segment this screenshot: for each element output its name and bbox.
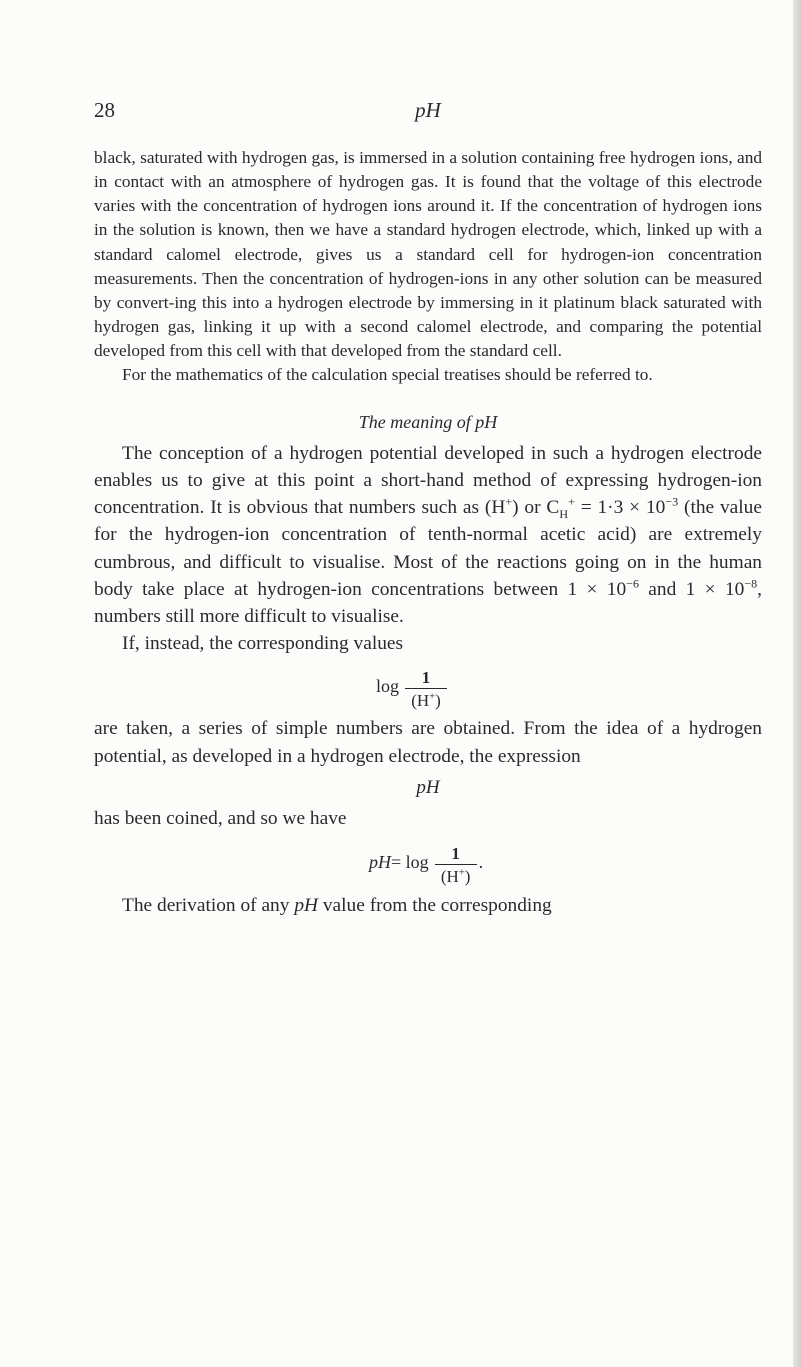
- paragraph-derivation: The derivation of any pH value from the corresponding: [122, 894, 552, 916]
- formula-equals-log: = log: [391, 851, 429, 872]
- page-body: [94, 146, 762, 919]
- formula-log-reciprocal: [376, 657, 762, 715]
- formula-ph: pH: [416, 776, 440, 798]
- fraction-denominator: (H+): [435, 864, 477, 885]
- paragraph-coined: has been coined, and so we have: [94, 807, 347, 829]
- formula-lhs: pH: [369, 851, 391, 872]
- page-edge-shadow: [793, 0, 801, 1367]
- paragraph-instead: If, instead, the corresponding values: [122, 633, 404, 655]
- formula-fraction: [435, 845, 477, 885]
- fraction-denominator: (H+): [405, 688, 447, 709]
- fraction-numerator: 1: [421, 668, 431, 688]
- page-header: [94, 98, 762, 128]
- formula-fraction: [405, 669, 447, 709]
- fraction-numerator: 1: [451, 843, 460, 863]
- formula-period: .: [478, 851, 484, 872]
- formula-log: log: [376, 676, 400, 697]
- page-number: 28: [94, 98, 115, 122]
- paragraph-electrode-description: black, saturated with hydrogen gas, is immersed in a solution containing free hydrogen ions, and in contact with an atmosphere of hydrogen gas. It is found that the voltage of this electrode varies with the concentration of hydrogen ions around it. If the concentration of hydrogen ions in the solution is known, then we have a standard hydrogen electrode, which, linked up with a standard calomel electrode, gives us a standard cell for hydrogen-ion concentration measurements. Then the concentration of hydrogen-ions in any other solution can be measured by convert-ing this into a hydrogen electrode by immersing in it platinum black saturated with hydrogen gas, linking it up with a second calomel electrode, and comparing the potential developed from this cell with that developed from the standard cell.: [94, 148, 762, 361]
- formula-ph-definition: [369, 832, 762, 892]
- section-heading: The meaning of pH: [358, 411, 498, 432]
- paragraph-conception: The conception of a hydrogen potential developed in such a hydrogen electrode enables us to give at this point a short-hand method of expressing hydrogen-ion concentration. It is obvious that numbers such as (H+) or $C_H^+ = 1\cdot 3 \times 10^{-3}$ (the value for the hydrogen-ion concentration of tenth-normal acetic acid) are extremely cumbrous, and difficult to visualise. Most of the reactions going on in the human body take place at hydrogen-ion concentrations between $1 \times 10^{-6}$ and $1 \times 10^{-8}$, numbers still more difficult to visualise.: [94, 442, 762, 627]
- running-head: pH: [415, 98, 441, 122]
- paragraph-treatises-reference: For the mathematics of the calculation special treatises should be referred to.: [122, 365, 653, 385]
- paragraph-simple-numbers: are taken, a series of simple numbers are obtained. From the idea of a hydrogen potential, as developed in a hydrogen electrode, the expression: [94, 718, 762, 767]
